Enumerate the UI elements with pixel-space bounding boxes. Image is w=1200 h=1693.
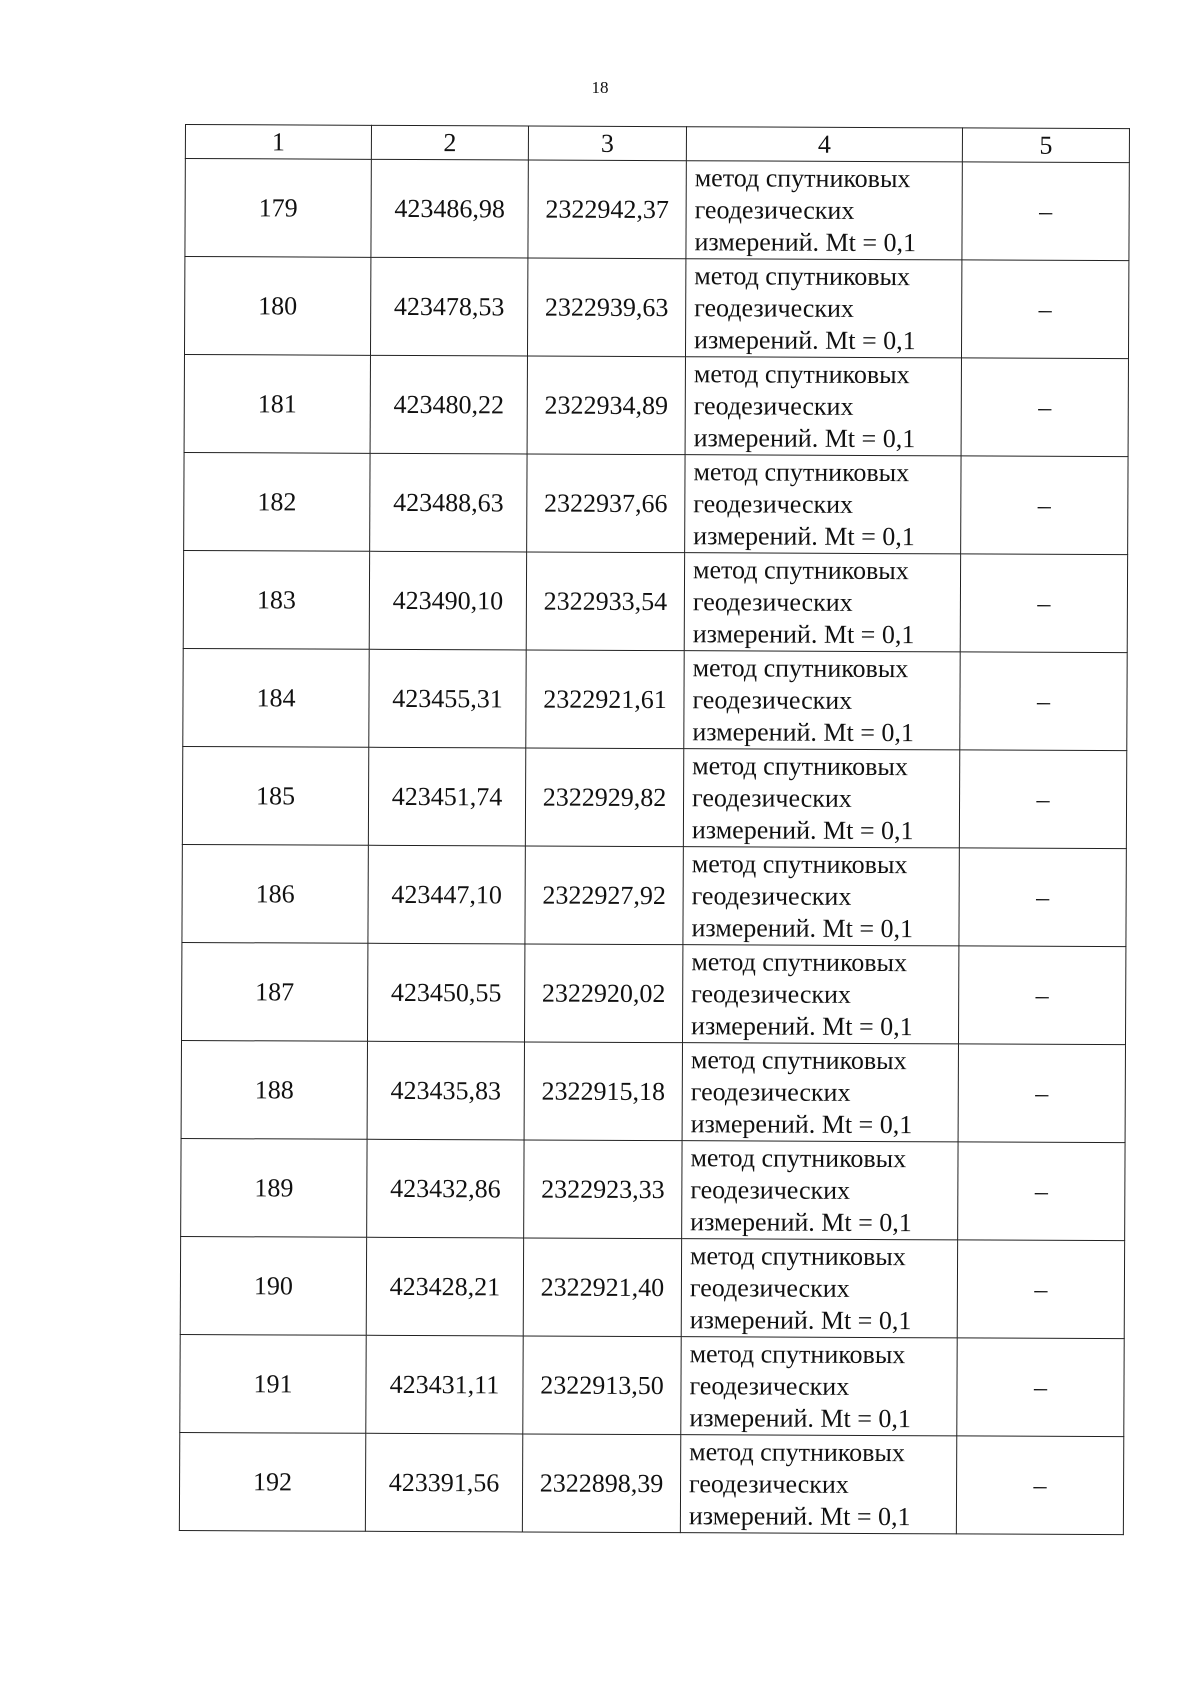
y-coordinate-cell: 2322915,18: [524, 1042, 682, 1141]
table-row: [182, 942, 1126, 1044]
y-coordinate-cell: 2322937,66: [527, 454, 685, 553]
note-cell: –: [961, 456, 1128, 555]
point-number-cell: 182: [184, 452, 370, 551]
method-cell: метод спутниковых геодезических измерений. Mt = 0,1: [683, 749, 959, 848]
method-cell: метод спутниковых геодезических измерений. Mt = 0,1: [682, 1043, 958, 1142]
x-coordinate-cell: 423447,10: [368, 845, 525, 944]
note-cell: –: [958, 1044, 1125, 1143]
note-cell: –: [958, 946, 1125, 1045]
header-cell-4: 4: [686, 127, 962, 162]
method-cell: метод спутниковых геодезических измерений. Mt = 0,1: [685, 259, 961, 358]
x-coordinate-cell: 423478,53: [370, 257, 527, 356]
table-row: [181, 1138, 1125, 1240]
point-number-cell: 184: [183, 648, 369, 747]
point-number-cell: 181: [184, 355, 370, 454]
note-cell: –: [957, 1338, 1124, 1437]
note-cell: –: [962, 162, 1129, 261]
page-number: 18: [591, 78, 609, 97]
coordinates-table-container: [179, 124, 1130, 1535]
header-cell-2: 2: [371, 125, 528, 160]
x-coordinate-cell: 423455,31: [369, 649, 526, 748]
y-coordinate-cell: 2322921,61: [526, 650, 684, 749]
header-row: [185, 125, 1129, 163]
x-coordinate-cell: 423480,22: [370, 355, 527, 454]
note-cell: –: [959, 848, 1126, 947]
header-cell-3: 3: [528, 126, 686, 161]
table-row: [182, 844, 1126, 946]
table-row: [180, 1334, 1124, 1436]
method-cell: метод спутниковых геодезических измерений. Mt = 0,1: [682, 945, 958, 1044]
note-cell: –: [961, 358, 1128, 457]
note-cell: –: [961, 260, 1128, 359]
point-number-cell: 188: [181, 1040, 367, 1139]
x-coordinate-cell: 423450,55: [367, 943, 524, 1042]
table-row: [181, 1040, 1125, 1142]
y-coordinate-cell: 2322913,50: [523, 1336, 681, 1435]
header-cell-1: 1: [185, 125, 371, 160]
table-row: [179, 1432, 1123, 1534]
method-cell: метод спутниковых геодезических измерений. Mt = 0,1: [686, 161, 962, 260]
y-coordinate-cell: 2322923,33: [524, 1140, 682, 1239]
header-cell-5: 5: [962, 128, 1129, 163]
note-cell: –: [958, 1142, 1125, 1241]
method-cell: метод спутниковых геодезических измерений. Mt = 0,1: [681, 1239, 957, 1338]
point-number-cell: 180: [184, 257, 370, 356]
x-coordinate-cell: 423391,56: [365, 1433, 522, 1532]
x-coordinate-cell: 423488,63: [370, 453, 527, 552]
x-coordinate-cell: 423431,11: [366, 1335, 523, 1434]
point-number-cell: 189: [181, 1138, 367, 1237]
y-coordinate-cell: 2322927,92: [525, 846, 683, 945]
table-row: [184, 355, 1128, 457]
y-coordinate-cell: 2322939,63: [527, 258, 685, 357]
table-row: [184, 452, 1128, 554]
point-number-cell: 185: [182, 746, 368, 845]
note-cell: –: [957, 1240, 1124, 1339]
table-row: [185, 159, 1129, 261]
point-number-cell: 191: [180, 1334, 366, 1433]
table-row: [183, 550, 1127, 652]
table-row: [180, 1236, 1124, 1338]
method-cell: метод спутниковых геодезических измерений. Mt = 0,1: [685, 455, 961, 554]
table-row: [184, 257, 1128, 359]
table-row: [182, 746, 1126, 848]
method-cell: метод спутниковых геодезических измерений. Mt = 0,1: [681, 1337, 957, 1436]
y-coordinate-cell: 2322933,54: [526, 552, 684, 651]
point-number-cell: 183: [183, 550, 369, 649]
note-cell: –: [960, 652, 1127, 751]
method-cell: метод спутниковых геодезических измерений. Mt = 0,1: [684, 553, 960, 652]
x-coordinate-cell: 423432,86: [367, 1139, 524, 1238]
table-body: [179, 159, 1129, 1535]
x-coordinate-cell: 423428,21: [366, 1237, 523, 1336]
x-coordinate-cell: 423486,98: [371, 159, 528, 258]
point-number-cell: 179: [185, 159, 371, 258]
x-coordinate-cell: 423435,83: [367, 1041, 524, 1140]
table-row: [183, 648, 1127, 750]
point-number-cell: 186: [182, 844, 368, 943]
x-coordinate-cell: 423490,10: [369, 551, 526, 650]
method-cell: метод спутниковых геодезических измерений. Mt = 0,1: [684, 651, 960, 750]
point-number-cell: 192: [179, 1432, 365, 1531]
y-coordinate-cell: 2322934,89: [527, 356, 685, 455]
y-coordinate-cell: 2322929,82: [525, 748, 683, 847]
note-cell: –: [959, 750, 1126, 849]
y-coordinate-cell: 2322942,37: [528, 160, 686, 259]
note-cell: –: [960, 554, 1127, 653]
method-cell: метод спутниковых геодезических измерений. Mt = 0,1: [682, 1141, 958, 1240]
table-header: [185, 125, 1129, 163]
method-cell: метод спутниковых геодезических измерений. Mt = 0,1: [680, 1435, 956, 1534]
point-number-cell: 190: [180, 1236, 366, 1335]
x-coordinate-cell: 423451,74: [368, 747, 525, 846]
note-cell: –: [956, 1436, 1123, 1535]
method-cell: метод спутниковых геодезических измерений. Mt = 0,1: [685, 357, 961, 456]
coordinates-table: [179, 124, 1130, 1535]
y-coordinate-cell: 2322921,40: [523, 1238, 681, 1337]
point-number-cell: 187: [182, 942, 368, 1041]
y-coordinate-cell: 2322898,39: [522, 1434, 680, 1533]
y-coordinate-cell: 2322920,02: [524, 944, 682, 1043]
method-cell: метод спутниковых геодезических измерений. Mt = 0,1: [683, 847, 959, 946]
